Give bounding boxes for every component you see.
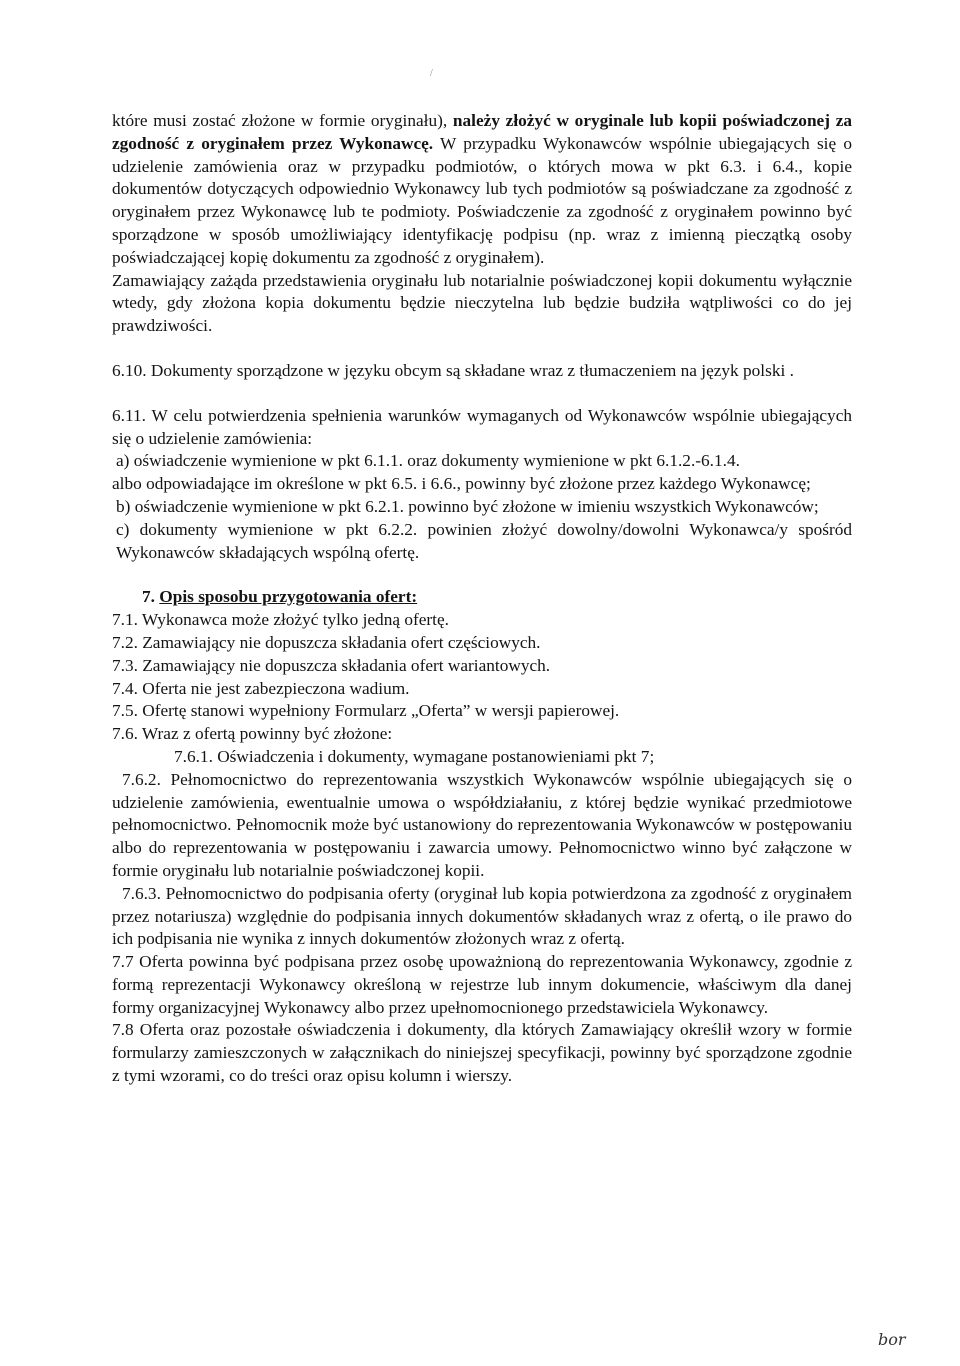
item-7-7: 7.7 Oferta powinna być podpisana przez osobę upoważnioną do reprezentowania Wykonawcy, zgodnie z formą reprezentacji Wykonawcy określoną w rejestrze lub innym dokumencie, właściwym dla danej formy organizacyjnej Wykonawcy albo przez upełnomocnionego przedstawiciela Wykonawcy.: [112, 952, 852, 1017]
section-7-heading: [142, 586, 852, 609]
item-7-8: 7.8 Oferta oraz pozostałe oświadczenia i dokumenty, dla których Zamawiający określił wzory w formie formularzy zamieszczonych w załącznikach do niniejszej specyfikacji, powinny być sporządzone zgodnie z tymi wzorami, co do treści oraz opisu kolumn i wierszy.: [112, 1020, 852, 1086]
item-7-6-1: 7.6.1. Oświadczenia i dokumenty, wymagane postanowieniami pkt 7;: [174, 746, 655, 766]
p1-bold-text: należy złożyć w oryginale lub kopii poświadczonej za zgodność z oryginałem przez Wykonawcę.: [112, 111, 853, 153]
signature-initials: bor: [878, 1330, 906, 1349]
p1-text-b: W przypadku Wykonawców wspólnie ubiegających się o udzielenie zamówienia oraz w przypadku podmiotów, o których mowa w pkt 6.3. i 6.4., kopie dokumentów dotyczących odpowiednio Wykonawcy lub tych podmiotów są poświadczane za zgodność z oryginałem przez Wykonawcę lub te podmioty. Poświadczenie za zgodność z oryginałem powinno być sporządzone w sposób umożliwiający identyfikację podpisu (np. wraz z imienną pieczątką osoby poświadczającej kopię dokumentu za zgodność z oryginałem).: [112, 133, 852, 267]
item-7-6: 7.6. Wraz z ofertą powinny być złożone:: [112, 724, 393, 744]
p1-text-a: które musi zostać złożone w formie oryginału),: [112, 111, 453, 130]
item-6-11-b: b) oświadczenie wymienione w pkt 6.2.1. powinno być złożone w imieniu wszystkich Wykonawców;: [116, 496, 819, 516]
document-page: [112, 110, 852, 1088]
item-6-11-c: c) dokumenty wymienione w pkt 6.2.2. powinien złożyć dowolny/dowolni Wykonawca/y spośród Wykonawców składających wspólną ofertę.: [116, 519, 852, 562]
item-7-3: 7.3. Zamawiający nie dopuszcza składania ofert wariantowych.: [112, 655, 551, 675]
stray-mark: /: [430, 68, 433, 79]
item-6-11-a: a) oświadczenie wymienione w pkt 6.1.1. oraz dokumenty wymienione w pkt 6.1.2.-6.1.4.: [116, 451, 740, 471]
item-7-6-3: 7.6.3. Pełnomocnictwo do podpisania oferty (oryginał lub kopia potwierdzona za zgodność z oryginałem przez notariusza) względnie do podpisania innych dokumentów składanych wraz z ofertą, o ile prawo do ich podpisania nie wynika z innych dokumentów złożonych wraz z ofertą.: [112, 883, 852, 949]
item-7-4: 7.4. Oferta nie jest zabezpieczona wadium.: [112, 678, 410, 698]
item-6-11-a-cont: albo odpowiadające im określone w pkt 6.5. i 6.6., powinny być złożone przez każdego Wykonawcę;: [112, 474, 811, 494]
item-7-1: 7.1. Wykonawca może złożyć tylko jedną ofertę.: [112, 610, 449, 630]
section-7-number: 7.: [142, 587, 155, 607]
paragraph-copies: [112, 110, 852, 270]
item-7-2: 7.2. Zamawiający nie dopuszcza składania ofert częściowych.: [112, 632, 541, 652]
paragraph-6-11: 6.11. W celu potwierdzenia spełnienia warunków wymaganych od Wykonawców wspólnie ubiegających się o udzielenie zamówienia:: [112, 405, 852, 448]
paragraph-6-10: 6.10. Dokumenty sporządzone w języku obcym są składane wraz z tłumaczeniem na język polski .: [112, 360, 794, 380]
item-7-5: 7.5. Ofertę stanowi wypełniony Formularz „Oferta” w wersji papierowej.: [112, 701, 620, 721]
paragraph-originals: Zamawiający zażąda przedstawienia oryginału lub notarialnie poświadczonej kopii dokumentu wyłącznie wtedy, gdy złożona kopia dokumentu będzie nieczytelna lub będzie budziła wątpliwości co do jej prawdziwości.: [112, 270, 852, 336]
item-7-6-2: 7.6.2. Pełnomocnictwo do reprezentowania wszystkich Wykonawców wspólnie ubiegających się o udzielenie zamówienia, ewentualnie umowa o współdziałaniu, z której będzie wynikać przedmiotowe pełnomocnictwo. Pełnomocnik może być ustanowiony do reprezentowania Wykonawców w postępowaniu albo do reprezentowania w postępowaniu i zawarcia umowy. Pełnomocnictwo winno być załączone w formie oryginału lub notarialnie poświadczonej kopii.: [112, 769, 852, 880]
section-7-title: Opis sposobu przygotowania ofert:: [159, 587, 418, 607]
